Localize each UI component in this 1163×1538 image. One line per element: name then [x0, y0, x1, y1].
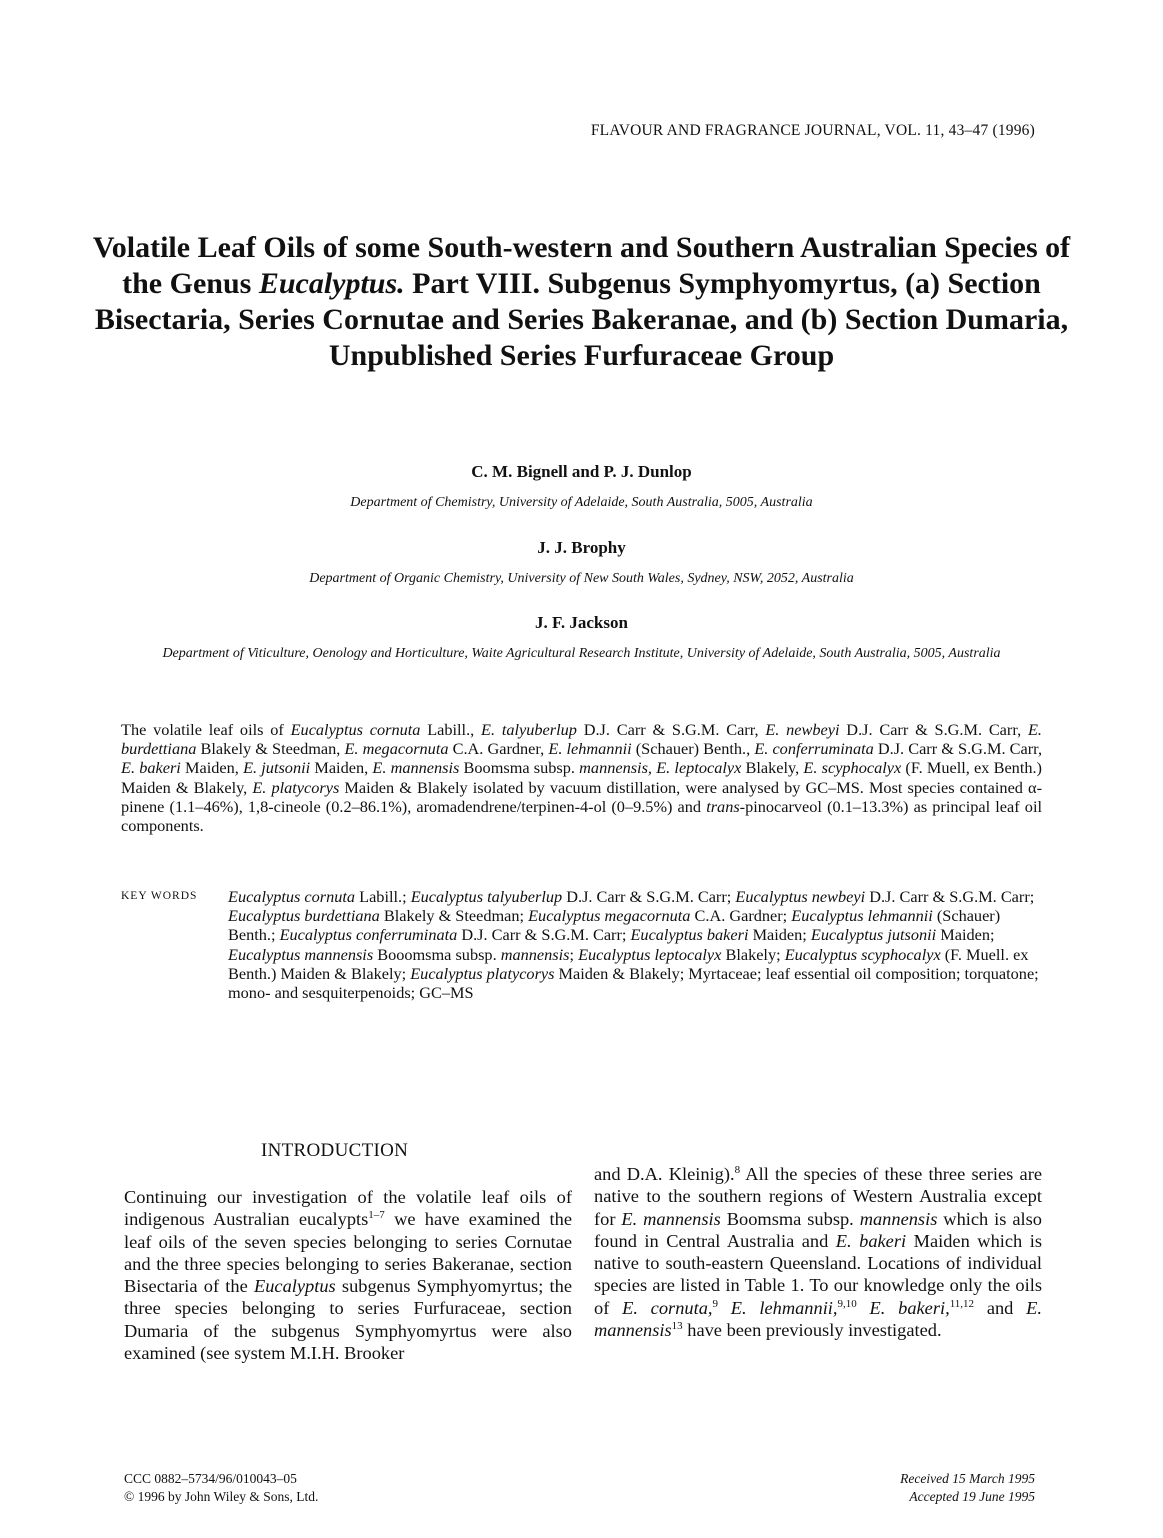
italic-span: mannensis, — [579, 758, 652, 778]
abstract — [121, 720, 1042, 835]
text-span: have been previously investigated. — [682, 1320, 942, 1341]
text-span: Blakely & Steedman, — [196, 739, 345, 759]
italic-span: Eucalyptus conferruminata — [279, 925, 458, 945]
footer-right — [900, 1470, 1035, 1506]
text-span: we have examined the leaf oils of the seven species belonging to series Cornutae and the three species belonging to series Bakeranae, section Bisectaria of the — [124, 1209, 572, 1297]
italic-span: E. newbeyi — [765, 720, 840, 739]
citation-superscript: 9 — [712, 1297, 718, 1310]
italic-span: Eucalyptus jutsonii — [810, 925, 937, 945]
italic-span: E. jutsonii — [243, 758, 311, 778]
text-span: D.J. Carr & S.G.M. Carr; — [865, 887, 1035, 906]
text-span: C.A. Gardner, — [448, 739, 549, 759]
italic-span: Eucalyptus newbeyi — [735, 887, 866, 906]
text-span: Blakely; — [721, 944, 785, 964]
italic-span: Eucalyptus cornuta — [290, 720, 421, 739]
italic-span: Eucalyptus talyuberlup — [410, 887, 563, 906]
italic-span: E. burdettiana — [121, 720, 1042, 759]
italic-span: mannensis — [500, 944, 570, 964]
citation-superscript: 8 — [734, 1163, 741, 1176]
affiliation-3: Department of Viticulture, Oenology and Horticulture, Waite Agricultural Research Institute, University of Adelaide, South Australia, 5005, Australia — [162, 646, 1001, 661]
text-span: (Schauer) Benth.; — [228, 906, 1001, 945]
affiliation-2: Department of Organic Chemistry, University of New South Wales, Sydney, NSW, 2052, Australia — [309, 571, 854, 586]
author-names-1: C. M. Bignell and P. J. Dunlop — [471, 462, 692, 481]
italic-span: E. talyuberlup — [481, 720, 577, 739]
italic-span: Eucalyptus megacornuta — [528, 906, 691, 926]
text-span: C.A. Gardner; — [690, 906, 792, 926]
italic-span: Eucalyptus platycorys — [410, 963, 555, 983]
text-span: Blakely & Steedman; — [379, 906, 529, 926]
journal-header: FLAVOUR AND FRAGRANCE JOURNAL, VOL. 11, 43–47 (1996) — [590, 122, 1035, 139]
text-span — [718, 1298, 731, 1318]
text-span: Maiden, — [310, 758, 373, 778]
italic-span: E. scyphocalyx — [803, 758, 902, 778]
italic-span: E. lehmannii, — [730, 1297, 838, 1318]
text-span: Booomsma subsp. — [373, 944, 501, 964]
italic-span: Eucalyptus scyphocalyx — [784, 944, 941, 964]
text-span: D.J. Carr & S.G.M. Carr; — [457, 925, 631, 945]
text-span: (F. Muell, ex Benth.) Maiden & Blakely, — [121, 758, 1042, 797]
text-span: subgenus Symphyomyrtus; the three species belonging to series Furfuraceae, section Dumaria of the subgenus Symphyomyrtus were also examined (see system M.I.H. Brooker — [124, 1276, 572, 1364]
text-span: -pinocarveol (0.1–13.3%) as principal leaf oil components. — [121, 796, 1042, 836]
text-span: The volatile leaf oils of — [121, 720, 291, 739]
text-span: (F. Muell. ex Benth.) Maiden & Blakely; — [228, 944, 1029, 983]
text-span: D.J. Carr & S.G.M. Carr; — [562, 887, 736, 906]
title-part1: Volatile Leaf Oils of some South-western and Southern Australian Species of the Genus — [92, 231, 1071, 300]
text-span: D.J. Carr & S.G.M. Carr, — [839, 720, 1028, 739]
italic-span: E. bakeri — [835, 1230, 907, 1251]
italic-span: E. mannensis — [594, 1297, 1042, 1341]
text-span: ; — [569, 944, 579, 964]
italic-span: Eucalyptus — [253, 1276, 336, 1297]
italic-span: E. bakeri — [121, 758, 181, 778]
italic-span: E. leptocalyx — [656, 758, 742, 778]
author-names-2: J. J. Brophy — [537, 538, 626, 557]
citation-superscript: 11,12 — [949, 1297, 975, 1310]
italic-span: trans — [706, 796, 740, 816]
italic-span: E. lehmannii — [548, 739, 632, 759]
citation-superscript: 1–7 — [368, 1209, 385, 1222]
italic-span: E. cornuta, — [622, 1297, 713, 1318]
text-span: which is also found in Central Australia and — [594, 1208, 1042, 1251]
copyright: © 1996 by John Wiley & Sons, Ltd. — [124, 1489, 319, 1504]
italic-span: Eucalyptus lehmannii — [791, 906, 933, 926]
text-span: and D.A. Kleinig). — [594, 1164, 735, 1184]
footer-left — [124, 1470, 318, 1506]
italic-span: E. conferruminata — [754, 739, 874, 759]
text-span: and — [974, 1297, 1027, 1318]
accepted-date: Accepted 19 June 1995 — [909, 1489, 1035, 1504]
text-span: Maiden; — [936, 925, 995, 945]
text-span: Maiden & Blakely; Myrtaceae; leaf essential oil composition; torquatone; mono- and sesquiterpenoids; GC–MS — [228, 963, 1039, 1003]
affiliation-1: Department of Chemistry, University of Adelaide, South Australia, 5005, Australia — [350, 495, 813, 510]
intro-column-left — [124, 1186, 572, 1364]
text-span: All the species of these three series are native to the southern regions of Western Australia except for — [594, 1164, 1042, 1229]
text-span: Labill., — [420, 720, 482, 739]
article-title — [90, 230, 1073, 374]
italic-span: Eucalyptus leptocalyx — [578, 944, 722, 964]
title-part2: Part VIII. Subgenus Symphyomyrtus, (a) Section Bisectaria, Series Cornutae and Series Bakeranae, and (b) Section Dumaria, Unpublished Series Furfuraceae Group — [94, 267, 1069, 372]
text-span: Blakely, — [741, 758, 804, 778]
author-names-3: J. F. Jackson — [535, 613, 628, 632]
text-span: Boomsma subsp. — [459, 758, 580, 778]
italic-span: E. mannensis — [372, 758, 460, 778]
italic-span: Eucalyptus mannensis — [228, 944, 374, 964]
citation-superscript: 13 — [671, 1319, 683, 1332]
text-span: Maiden & Blakely isolated by vacuum distillation, were analysed by GC–MS. Most species contained α-pinene (1.1–46%), 1,8-cineole (0.2–86.1%), aromadendrene/terpinen-4-ol (0–9.5%) and — [121, 777, 1042, 816]
text-span: Maiden which is native to south-eastern Queensland. Locations of individual species are listed in Table 1. To our knowledge only the oils of — [594, 1230, 1042, 1318]
italic-span: E. bakeri, — [869, 1297, 950, 1318]
received-date: Received 15 March 1995 — [900, 1471, 1035, 1486]
italic-span: E. mannensis — [621, 1208, 721, 1229]
italic-span: mannensis — [859, 1208, 938, 1229]
italic-span: Eucalyptus bakeri — [630, 925, 749, 945]
text-span: D.J. Carr & S.G.M. Carr, — [873, 739, 1043, 759]
citation-superscript: 9,10 — [837, 1297, 857, 1310]
intro-column-right — [594, 1163, 1042, 1341]
italic-span: E. platycorys — [252, 777, 340, 797]
text-span: Boomsma subsp. — [720, 1208, 860, 1229]
text-span — [857, 1298, 870, 1318]
text-span: Continuing our investigation of the volatile leaf oils of indigenous Australian eucalypts — [124, 1187, 572, 1230]
text-span: Labill.; — [355, 887, 411, 906]
ccc-code: CCC 0882–5734/96/010043–05 — [124, 1471, 297, 1486]
keywords-label: KEY WORDS — [121, 890, 198, 902]
text-span: Maiden, — [180, 758, 244, 778]
italic-span: Eucalyptus burdettiana — [228, 906, 380, 926]
italic-span: Eucalyptus cornuta — [228, 887, 356, 906]
text-span: D.J. Carr & S.G.M. Carr, — [576, 720, 766, 739]
text-span: Maiden; — [748, 925, 811, 945]
text-span: (Schauer) Benth., — [631, 739, 755, 759]
title-genus: Eucalyptus. — [258, 267, 405, 300]
italic-span: E. megacornuta — [344, 739, 449, 759]
introduction-heading: INTRODUCTION — [261, 1140, 409, 1161]
keywords-list — [228, 887, 1042, 1002]
